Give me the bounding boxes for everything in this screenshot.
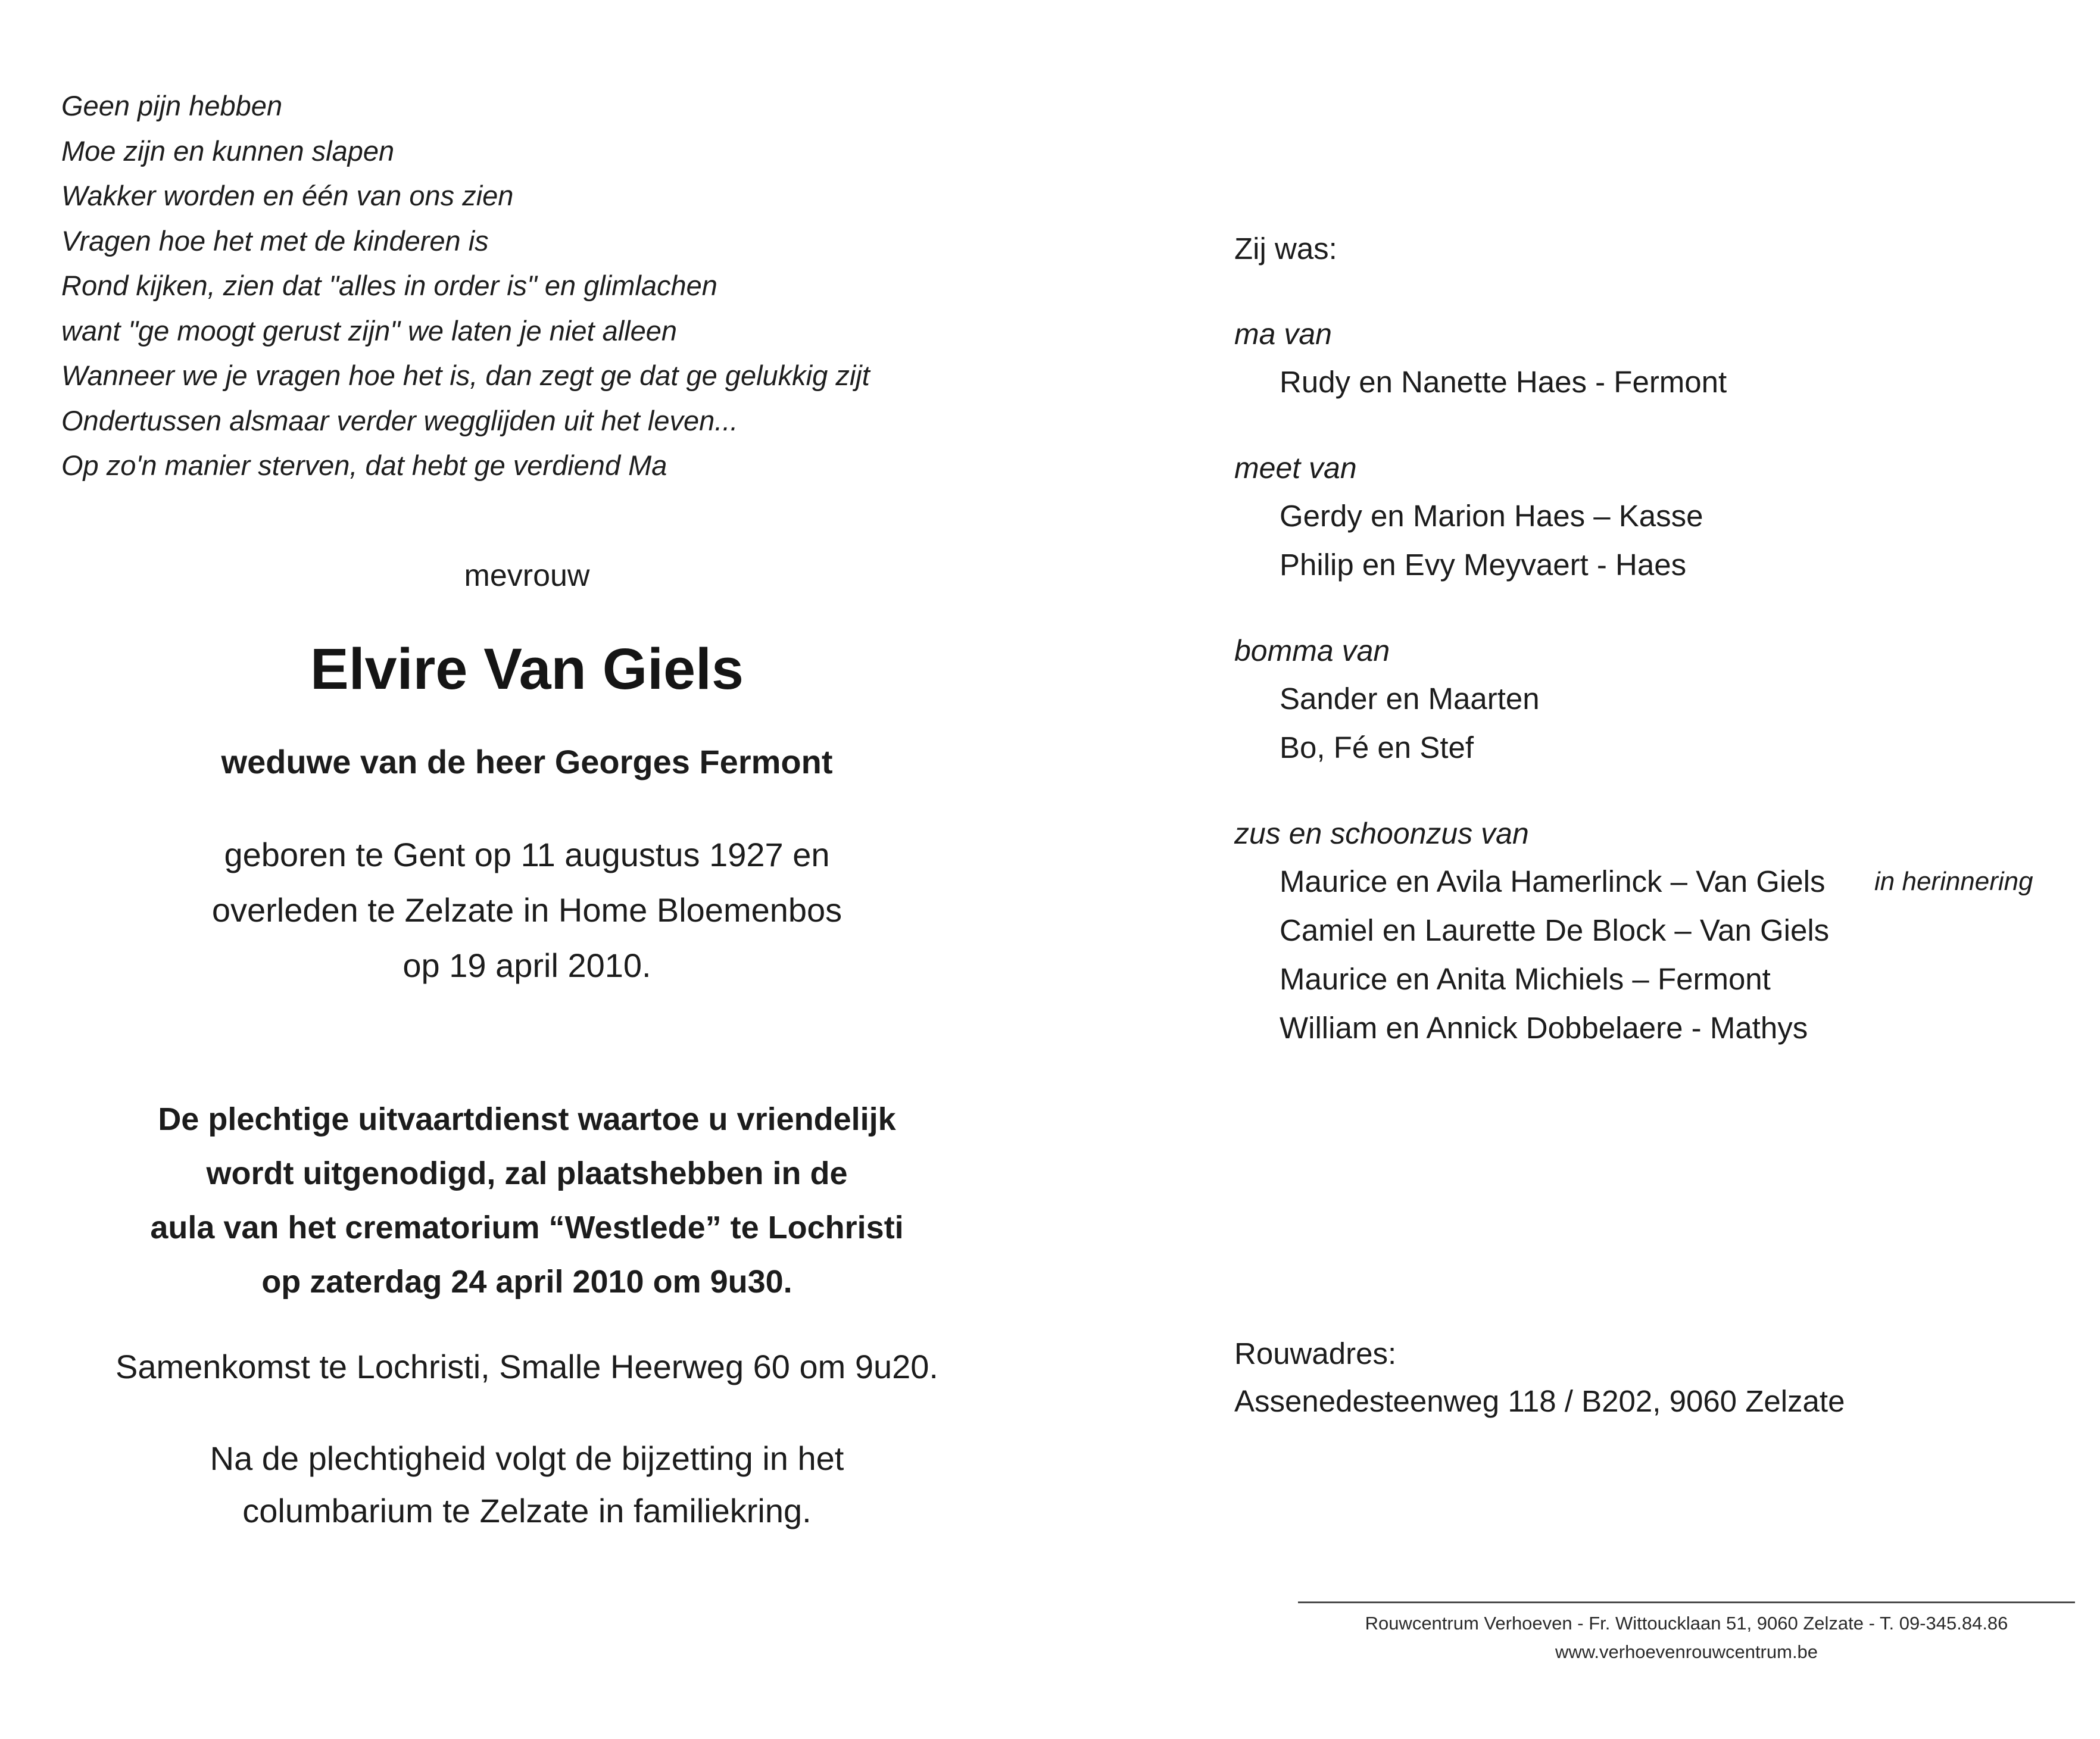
widow-of-line: weduwe van de heer Georges Fermont xyxy=(221,743,833,780)
family-list xyxy=(1234,225,2068,1090)
memorial-note: in herinnering xyxy=(1874,867,2033,896)
salutation: mevrouw xyxy=(464,558,590,593)
poem-line: Vragen hoe het met de kinderen is xyxy=(61,224,489,257)
birth-line: geboren te Gent op 11 augustus 1927 en xyxy=(224,836,830,873)
family-group-grandchildren xyxy=(1234,627,2068,772)
gathering-info: Samenkomst te Lochristi, Smalle Heerweg 60 om 9u20. xyxy=(116,1348,938,1385)
address-value: Assenedesteenweg 118 / B202, 9060 Zelzate xyxy=(1234,1384,1845,1418)
funeral-home-website: www.verhoevenrouwcentrum.be xyxy=(1555,1641,1818,1662)
group-label: bomma van xyxy=(1234,634,1390,667)
ceremony-line: De plechtige uitvaartdienst waartoe u vriendelijk xyxy=(158,1101,896,1137)
family-member: Philip en Evy Meyvaert - Haes xyxy=(1280,548,1687,582)
funeral-home-contact: Rouwcentrum Verhoeven - Fr. Wittoucklaan 51, 9060 Zelzate - T. 09-345.84.86 xyxy=(1365,1613,2008,1634)
poem-line: Rond kijken, zien dat "alles in order is" en glimlachen xyxy=(61,270,717,301)
ceremony-invitation xyxy=(65,1092,988,1309)
poem xyxy=(61,83,1014,488)
poem-line: Wakker worden en één van ons zien xyxy=(61,180,514,211)
ceremony-line: op zaterdag 24 april 2010 om 9u30. xyxy=(261,1264,792,1300)
footer-divider xyxy=(1298,1601,2075,1603)
funeral-home-footer xyxy=(1298,1609,2075,1666)
poem-line: want "ge moogt gerust zijn" we laten je niet alleen xyxy=(61,314,678,346)
deceased-name: Elvire Van Giels xyxy=(310,636,744,701)
group-label: ma van xyxy=(1234,317,1332,351)
death-line: overleden te Zelzate in Home Bloemenbos xyxy=(211,891,843,929)
address-label: Rouwadres: xyxy=(1234,1337,1397,1370)
poem-line: Wanneer we je vragen hoe het is, dan zegt ge dat ge gelukkig zijt xyxy=(61,360,870,391)
group-label: zus en schoonzus van xyxy=(1234,817,1529,850)
death-date-line: op 19 april 2010. xyxy=(402,947,651,984)
family-member: Gerdy en Marion Haes – Kasse xyxy=(1280,499,1703,533)
family-group-siblings xyxy=(1234,810,2068,1053)
family-member: William en Annick Dobbelaere - Mathys xyxy=(1280,1011,1808,1045)
poem-line: Ondertussen alsmaar verder wegglijden uit het leven... xyxy=(61,404,738,436)
family-member-name: Maurice en Avila Hamerlinck – Van Giels xyxy=(1280,864,1826,898)
poem-line: Geen pijn hebben xyxy=(61,90,283,121)
family-intro: Zij was: xyxy=(1234,232,1337,266)
group-label: meet van xyxy=(1234,451,1357,485)
interment-line: Na de plechtigheid volgt de bijzetting in het xyxy=(210,1440,844,1477)
ceremony-line: wordt uitgenodigd, zal plaatshebben in de xyxy=(206,1156,848,1191)
family-member: Rudy en Nanette Haes - Fermont xyxy=(1280,365,1727,399)
ceremony-line: aula van het crematorium “Westlede” te Lochristi xyxy=(150,1210,904,1245)
family-group-godchildren xyxy=(1234,444,2068,589)
family-member: Bo, Fé en Stef xyxy=(1280,730,1474,764)
poem-line: Moe zijn en kunnen slapen xyxy=(61,135,395,167)
birth-death-details xyxy=(65,827,988,993)
family-member: Camiel en Laurette De Block – Van Giels xyxy=(1280,913,1830,947)
interment-line: columbarium te Zelzate in familiekring. xyxy=(242,1492,812,1529)
mourning-address xyxy=(1234,1330,2008,1425)
interment-info xyxy=(65,1432,988,1537)
family-member: Maurice en Anita Michiels – Fermont xyxy=(1280,962,1771,996)
family-group-children xyxy=(1234,310,2068,407)
family-member: Sander en Maarten xyxy=(1280,682,1540,716)
family-member xyxy=(1234,857,2068,906)
poem-line: Op zo'n manier sterven, dat hebt ge verdiend Ma xyxy=(61,449,667,481)
